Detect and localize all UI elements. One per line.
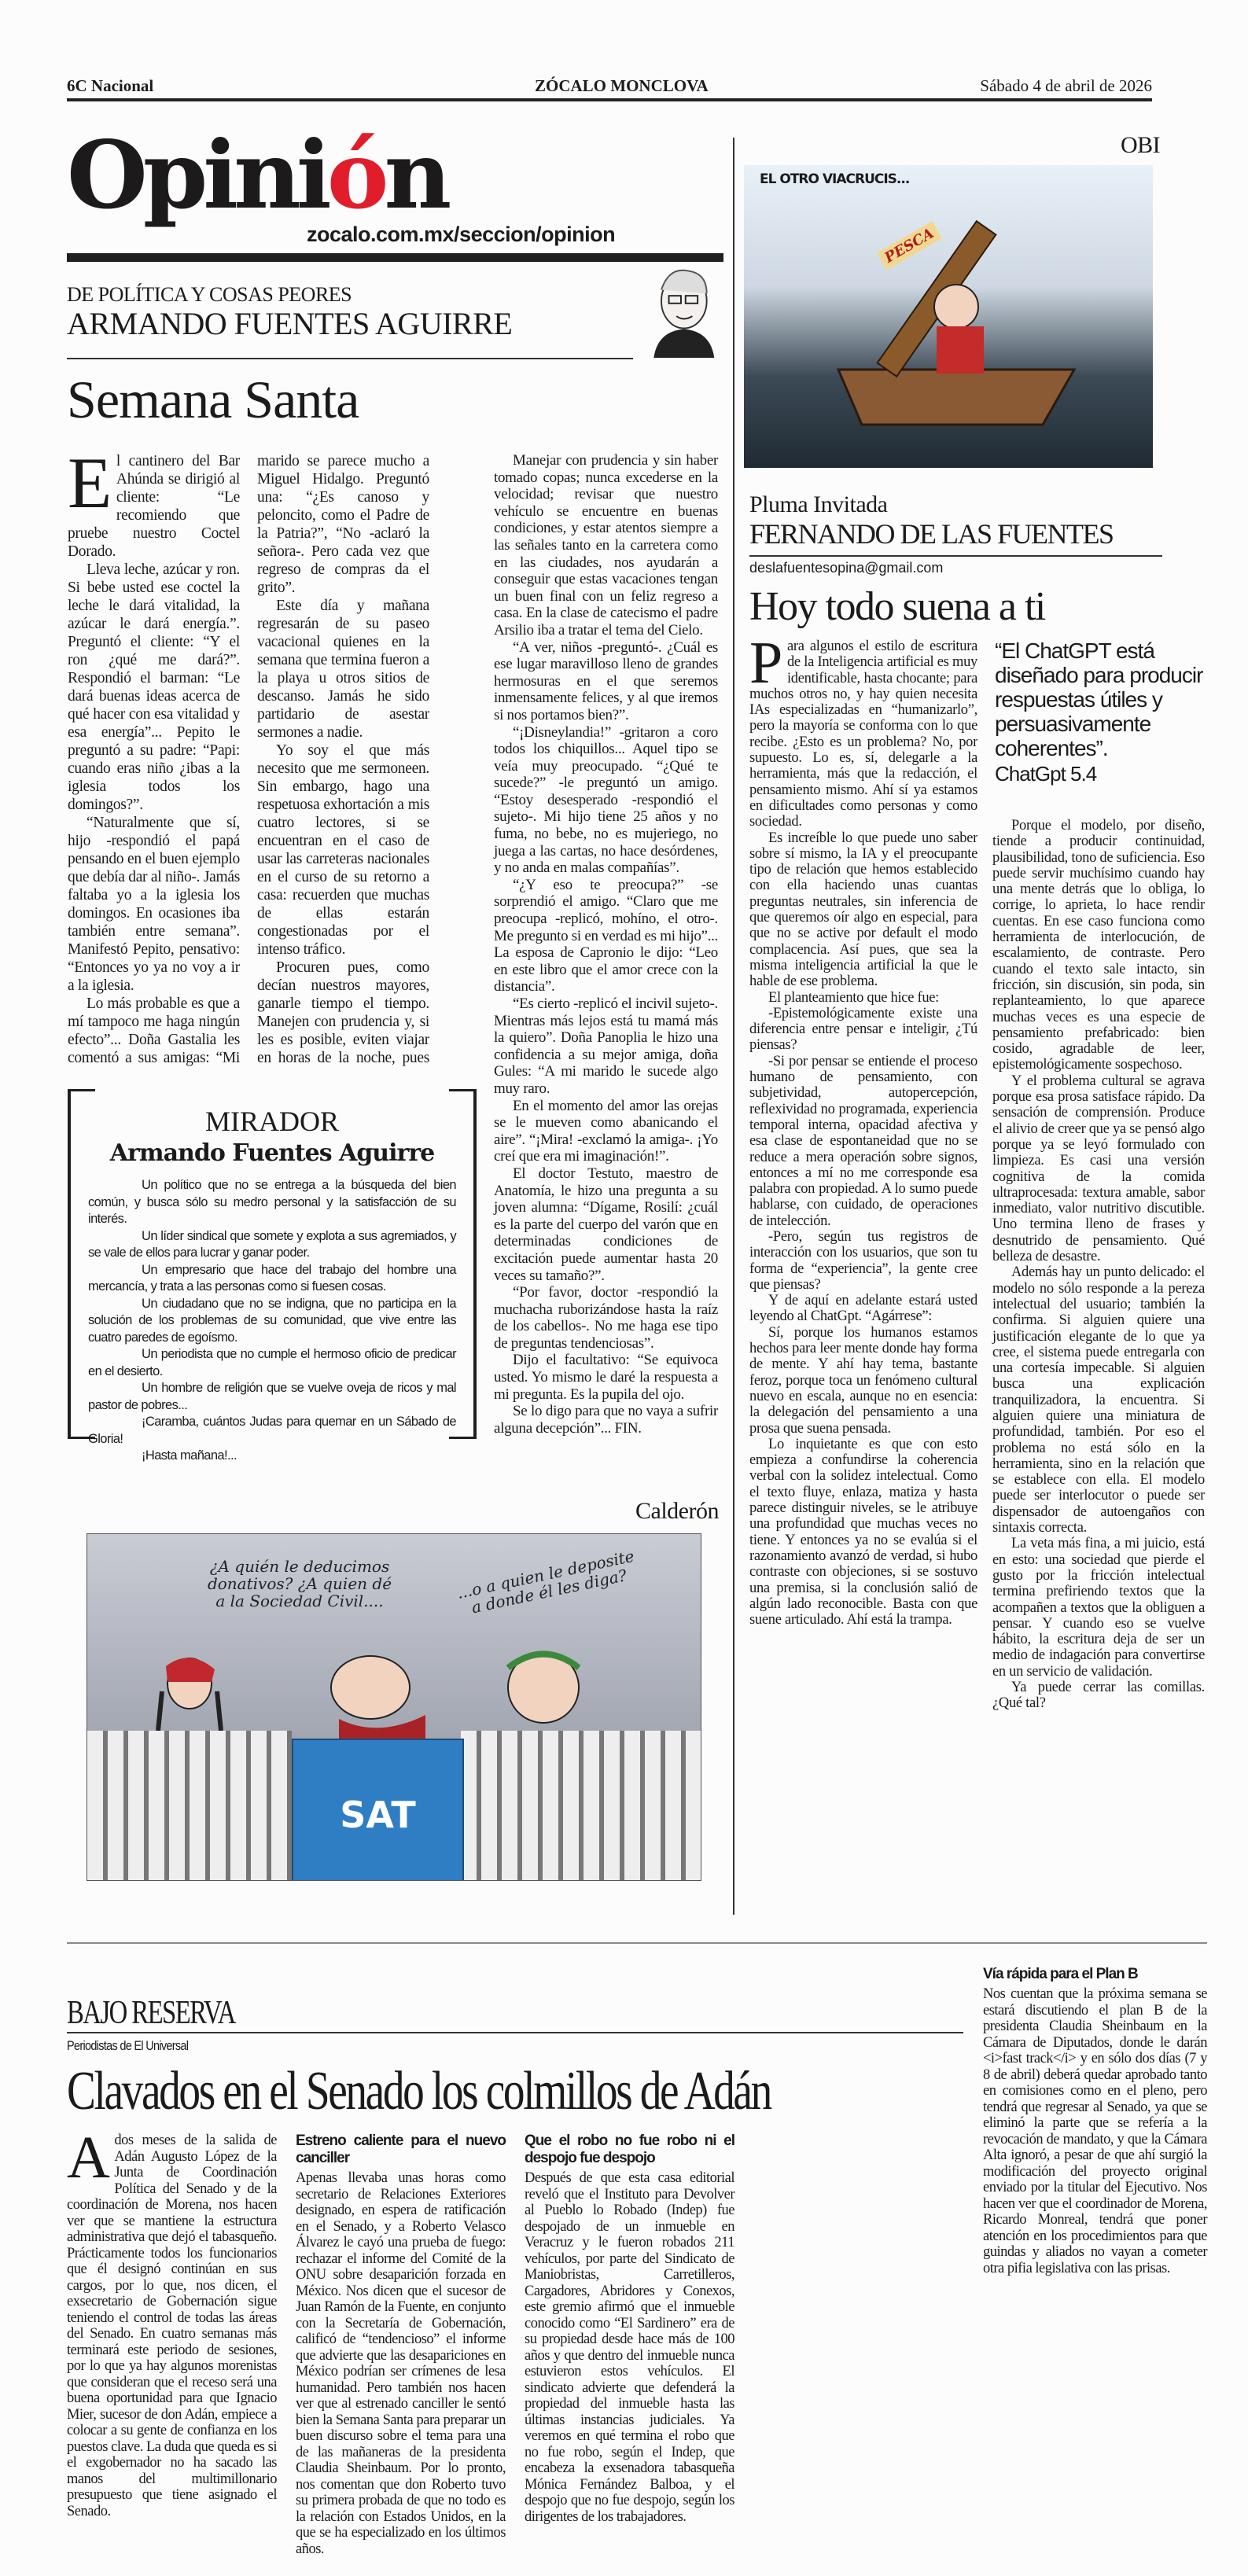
boat-cross-illustration xyxy=(744,197,1153,468)
cartoonist-credit: Calderón xyxy=(635,1498,719,1524)
balustrade-right xyxy=(461,1731,701,1880)
cartoon-caption: EL OTRO VIACRUCIS... xyxy=(760,171,910,187)
cartoonist-credit-obi: OBI xyxy=(1121,132,1161,158)
speech-bubble-right: ...o a quien le deposite a donde él les diga? xyxy=(455,1546,636,1617)
dropcap-2: P xyxy=(749,638,782,696)
column-kicker: DE POLÍTICA Y COSAS PEORES xyxy=(67,283,352,306)
pull-quote-source: ChatGpt 5.4 xyxy=(995,762,1097,786)
column-title: Semana Santa xyxy=(67,370,359,429)
portrait-illustration xyxy=(641,259,720,358)
newspaper-name: ZÓCALO MONCLOVA xyxy=(535,76,709,95)
opinion-logo xyxy=(67,120,616,246)
logo-word-end: n xyxy=(384,120,447,230)
item-heading: Que el robo no fue robo ni el despojo fue despojo xyxy=(525,2133,734,2166)
pull-quote: “El ChatGPT está diseñado para producir respuestas útiles y persuasivamente coherentes”. ChatGpt 5.4 xyxy=(995,638,1207,786)
figure-soldier-icon xyxy=(307,1652,449,1739)
section-label: 6C Nacional xyxy=(67,76,154,95)
sat-banner xyxy=(292,1739,464,1881)
page-header xyxy=(67,75,1152,101)
author-portrait xyxy=(641,259,720,358)
column-author: ARMANDO FUENTES AGUIRRE xyxy=(67,306,513,341)
column2-text-b: Porque el modelo, por diseño, tiende a producir continuidad, plausibilidad, tono de suficiencia. Eso puede servir muchísimo cuando hay una mente detrás que lo obliga, lo corrige, lo aprieta, lo hace rendir cuentas. En ese caso funciona como herramienta de interlocución, de escalamiento, de contraste. Pero cuando el texto sale intacto, sin fricción, sin discusión, sin poda, sin replanteamiento, lo que aparece muchas veces es una especie de pensamiento prefabricado: bien cosido, agradable de leer, epistemológicamente sospechoso. Y el problema cultural se agrava porque esa prosa satisface rápido. Da sensación de comprensión. Produce el alivio de creer que ya se pensó algo porque ya se leyó formulado con limpieza. Es casi una versión cognitiva de la comida ultraprocesada: textura amable, sabor inmediato, valor nutritivo discutible. Uno termina lleno de frases y desnutrido de pensamiento. Qué belleza de desastre. Además hay un punto delicado: el modelo no sólo responde a la pereza intelectual del usuario; también la confirma. Si alguien quiere una justificación elegante de lo que ya cree, el sistema puede entregarla con una cortesía impecable. Si alguien busca una explicación tranquilizadora, la encuentra. Si alguien quiere una miniatura de profundidad, también. Por eso el problema no está sólo en la herramienta, sino en la relación que se establece con ella. El modelo puede ser interlocutor o puede ser dispensador de autoengaños con sintaxis correcta. La veta más fina, a mi juicio, está en esto: una sociedad que pierde el gusto por la fricción intelectual termina prefiriendo textos que la acompañen a textos que la obliguen a pensar. Y cuando eso se vuelve hábito, la escritura deja de ser un medio de indagación para convertirse en un servicio de validación. Ya puede cerrar las comillas. ¿Qué tal? xyxy=(992,818,1205,1712)
author-email[interactable]: deslafuentesopina@gmail.com xyxy=(749,560,944,576)
column1-text-c: Manejar con prudencia y sin haber tomado copas; nunca excederse en la velocidad; revisar que nuestro vehículo se encuentre en buenas condiciones, y estar atentos siempre a las señales tanto en la carretera como en las ciudades, nos ayudarán a conseguir que estas vacaciones tengan un buen final con un feliz regreso a casa. En la clase de catecismo el padre Arsilio iba a tratar el tema del Cielo. “A ver, niños -preguntó-. ¿Cuál es ese lugar maravilloso lleno de grandes hermosuras en el que seremos inmensamente felices, y al que iremos si nos portamos bien?”. “¡Disneylandia!” -gritaron a coro todos los chiquillos... Aquel tipo se veía muy preocupado. “¿Qué te sucede?” -le preguntó un amigo. “Estoy desesperado -respondió el sujeto-. Mi hijo tiene 25 años y no fuma, no bebe, no es mujeriego, no juega a las cartas, no hace desórdenes, y no anda en malas compañías”. “¿Y eso te preocupa?” -se sorprendió el amigo. “Claro que me preocupa -replicó, mohíno, el otro-. Me pregunto si en verdad es mi hijo”... La esposa de Capronio le dijo: “Leo en este libro que el amor crece con la distancia”. “Es cierto -replicó el incivil sujeto-. Mientras más lejos está tu mamá más la quiero”. Doña Panoplia le hizo una confidencia a su mejor amiga, doña Gules: “A mi marido le sucede algo muy raro. En el momento del amor las orejas se le mueven como abanicando el aire”. “¡Mira! -exclamó la amiga-. ¡Yo creí que era mi imaginación!”. El doctor Testuto, maestro de Anatomía, le hizo una pregunta a su joven alumna: “Dígame, Rosilí: ¿cuál es la parte del cuerpo del varón que en determinadas condiciones de excitación puede aumentar hasta 20 veces su tamaño?”. “Por favor, doctor -respondió la muchacha ruborizándose hasta la raíz de los cabellos-. No me haga ese tipo de preguntas tendenciosas”. Dijo el facultativo: “Se equivoca usted. Yo mismo le daré la respuesta a mi pregunta. Es la pupila del ojo. Se lo digo para que no vaya a sufrir alguna decepción”... FIN. xyxy=(494,452,718,1437)
mirador-author: Armando Fuentes Aguirre xyxy=(109,1139,435,1167)
bajo-reserva-title: Clavados en el Senado los colmillos de Adán xyxy=(67,2061,771,2122)
column2-text-a: Para algunos el estilo de escritura de la Inteligencia artificial es muy identificable, hasta chocante; para muchos otros no, y hay quien necesita IAs especializadas en “humanizarlo”, pero la mayoría se conforma con lo que recibe. ¿Esto es un problema? No, por supuesto. Lo es, sí, delegarle a la herramienta, más que la redacción, el pensamiento mismo. Ahí sí ya estamos en dificultades como personas y como sociedad. Es increíble lo que puede uno saber sobre sí mismo, la IA y el preocupante tipo de relación que hemos establecido con ella haciendo unas cuantas preguntas neutrales, sin inferencia de que queremos oír algo en especial, para que no se active por default el modo complacencia. Así pues, que sea la misma inteligencia artificial la que le hable de ese problema. El planteamiento que hice fue: -Epistemológicamente existe una diferencia entre pensar e inteligir, ¿Tú piensas? -Si por pensar se entiende el proceso humano de pensamiento, con subjetividad, autopercepción, reflexividad no programada, experiencia temporal interna, opacidad afectiva y esa clase de espontaneidad que no se reduce a mera operación sobre signos, entonces a mí no me corresponde esa palabra con propiedad. A lo sumo puede hablarse, con cuidado, de operaciones de intelección. -Pero, según tus registros de interacción con los usuarios, que son tu forma de “experiencia”, la gente cree que piensas? Y de aquí en adelante estará usted leyendo al ChatGpt. “Agárrese”: Sí, porque los humanos estamos hechos para leer mente donde hay forma de mente. Y ahí hay tema, bastante feroz, porque toca un fenómeno cultural nuevo en escala, aunque no en esencia: la delegación del pensamiento a una prosa que suena pensada. Lo inquietante es que con esto empieza a confundirse la coherencia verbal con la solidez intelectual. Como el texto fluye, enlaza, matiza y hasta parece distinguir niveles, se le atribuye una profundidad que muchas veces no tiene. Y entonces ya no se evalúa si el razonamiento avanzó de verdad, si hubo contraste con objeciones, si se sostuvo una premisa, si la conclusión salió de algún lado reconocible. Basta con que suene articulado. Ahí está la trampa. xyxy=(749,638,977,1628)
bajo-reserva-right: Vía rápida para el Plan B Nos cuentan que la próxima semana se estará discutiendo el plan B de la presidenta Claudia Sheinbaum en la Cámara de Diputados, donde le darán <i>fast track</i> y en sólo dos días (7 y 8 de abril) deberá quedar aprobado tanto en comisiones como en el pleno, pero tendrá que regresar al Senado, ya que se eliminó la parte que se refería a la revocación de mandato, y que la Cámara Alta ignoró, a pesar de que ahí surgió la modificación del proyecto original enviado por la titular del Ejecutivo. Nos hacen ver que el coordinador de Morena, Ricardo Monreal, tendrá que poner atención en los procedimientos para que guindas y aliados no vayan a cometer otra pifia legislativa con las prisas. xyxy=(983,1966,1207,2276)
dropcap: E xyxy=(68,452,112,523)
bajo-reserva-body: A dos meses de la salida de Adán Augusto López de la Junta de Coordinación Política del Senado y de la coordinación de Morena, nos hacen ver que se mantiene la estructura administrativa que dejó el tabasqueño. Prácticamente todos los funcionarios que él designó continúan en sus cargos, por lo que, nos dicen, el exsecretario de Gobernación sigue teniendo el control de todas las áreas del Senado. En cuatro semanas más terminará este periodo de sesiones, por lo que ya hay algunos morenistas que consideran que el receso será una buena oportunidad para que Ignacio Mier, sucesor de don Adán, empiece a colocar a su gente de confianza en los puestos clave. La duda que queda es si el exgobernador no ha sacado las manos del multimillonario presupuesto que tiene asignado el Senado. Estreno caliente para el nuevo canciller Apenas llevaba unas horas como secretario de Relaciones Exteriores designado, en espera de ratificación en el Senado, y a Roberto Velasco Álvarez le cayó una prueba de fuego: rechazar el informe del Comité de la ONU sobre desaparición forzada en México. Nos dicen que el sucesor de Juan Ramón de la Fuente, en conjunto con la Secretaría de Gobernación, calificó de “tendencioso” el informe que advierte que las desapariciones en México podrían ser crímenes de lesa humanidad. Pero también nos hacen ver que al estrenado canciller le sentó bien la Semana Santa para preparar un buen discurso sobre el tema para una de las mañaneras de la presidenta Claudia Sheinbaum. Por lo pronto, nos comentan que don Roberto tuvo su primera probada de que no todo es la relación con Estados Unidos, en la que se ha especializado en los últimos años. Que el robo no fue robo ni el despojo fue despojo Después de que esta casa editorial reveló que el Instituto para Devolver al Pueblo lo Robado (Indep) fue despojado de un inmueble en Veracruz y le fueron robados 211 vehículos, por parte del Sindicato de Maniobristas, Carretilleros, Cargadores, Abridores y Conexos, este gremio afirmó que el inmueble conocido como “El Sardinero” era de su propiedad desde hace más de 100 años y que dentro del inmueble nunca estuvieron estos vehículos. El sindicato advierte que defenderá la propiedad del inmueble hasta las últimas instancias judiciales. Ya veremos en qué termina el robo que no fue robo, según el Indep, que encabeza la exsenadora tabasqueña Mónica Fernández Balboa, y el despojo que no fue despojo, según los dirigentes de los trabajadores. xyxy=(67,2133,734,2557)
logo-accent: ó xyxy=(326,120,385,230)
figure-emperor-icon xyxy=(480,1644,606,1735)
item-heading: Vía rápida para el Plan B xyxy=(983,1966,1138,1982)
issue-date: Sábado 4 de abril de 2026 xyxy=(980,76,1152,95)
mirador-title: MIRADOR xyxy=(204,1106,339,1137)
column-divider xyxy=(733,138,734,1915)
bajo-reserva-rule xyxy=(67,2032,963,2033)
masthead-divider xyxy=(67,253,723,262)
bajo-reserva-byline: Periodistas de El Universal xyxy=(67,2038,189,2053)
sat-label: SAT xyxy=(340,1794,416,1836)
section-divider xyxy=(67,1942,1207,1944)
bajo-reserva-section: BAJO RESERVA xyxy=(67,1995,235,2031)
dropcap-3: A xyxy=(67,2133,110,2191)
balustrade-left xyxy=(87,1731,292,1880)
editorial-cartoon-sat xyxy=(87,1533,701,1881)
speech-bubble-left: ¿A quién le deducimos donativos? ¿A quien dé a la Sociedad Civil.... xyxy=(207,1557,392,1610)
column2-kicker: Pluma Invitada xyxy=(749,491,888,517)
editorial-cartoon-viacrucis xyxy=(744,165,1153,468)
mirador-box xyxy=(68,1089,477,1463)
logo-word-start: Opini xyxy=(67,120,327,230)
item-heading: Estreno caliente para el nuevo canciller xyxy=(296,2133,506,2166)
column2-author: FERNANDO DE LAS FUENTES xyxy=(749,518,1114,550)
figure-woman-icon xyxy=(142,1652,237,1731)
byline-rule-2 xyxy=(749,555,1162,557)
mirador-text: Un político que no se entrega a la búsqueda del bien común, y busca sólo su medro personal y la satisfacción de su interés. Un líder sindical que somete y explota a sus agremiados, y se vale de ellos para lucrar y ganar poder. Un empresario que hace del trabajo del hombre una mercancía, y trata a las personas como si fuesen cosas. Un ciudadano que no se indigna, que no participa en la solución de los problemas de su comunidad, que vive entre las cuatro paredes de egoísmo. Un periodista que no cumple el hermoso oficio de predicar en el desierto. Un hombre de religión que se vuelve oveja de ricos y mal pastor de pobres... ¡Caramba, cuántos Judas para quemar en un Sábado de Gloria! ¡Hasta mañana!... xyxy=(88,1178,456,1463)
column2-title: Hoy todo suena a ti xyxy=(749,584,1045,629)
byline-rule xyxy=(67,358,633,359)
column1-text-ab: El cantinero del Bar Ahúnda se dirigió al cliente: “Le recomiendo que pruebe nuestro Coctel Dorado. Lleva leche, azúcar y ron. Si bebe usted ese coctel la leche le dará vitalidad, la azúcar le dará energía.”. Preguntó el cliente: “Y el ron ¿qué me dará?”. Respondió el barman: “Le dará buenas ideas acerca de qué hacer con esa vitalidad y esa energía”... Pepito le preguntó a su padre: “Papi: cuando eras niño ¿ibas a la iglesia todos los domingos?”. “Naturalmente que sí, hijo -respondió el papá pensando en el buen ejemplo que debía dar al niño-. Jamás faltaba yo a la iglesia los domingos. En ocasiones iba también entre semana”. Manifestó Pepito, pensativo: “Entonces yo ya no voy a ir a la iglesia. Lo más probable es que a mí tampoco me haga ningún efecto”... Doña Gastalia les comentó a sus amigas: “Mi marido se parece mucho a Miguel Hidalgo. Preguntó una: “¿Es canoso y peloncito, como el Padre de la Patria?”, “No -aclaró la señora-. Pero cada vez que regreso de compras da el grito”. Este día y mañana regresarán de su paseo vacacional quienes en la semana que termina fueron a la playa u otros sitios de descanso. Jamás he sido partidario de asestar sermones a nadie. Yo soy el que más necesito que me sermoneen. Sin embargo, hago una respetuosa exhortación a mis cuatro lectores, si se encuentran en el caso de usar las carreteras nacionales en el curso de su retorno a casa: recuerden que muchas de ellas estarán congestionadas por el intenso tráfico. Procuren pues, como decían nuestros mayores, ganarle tiempo el tiempo. Manejen con prudencia y, si les es posible, eviten viajar en horas de la noche, pues xyxy=(68,452,429,1066)
pesca-sign: PESCA xyxy=(877,222,941,270)
section-url[interactable]: zocalo.com.mx/seccion/opinion xyxy=(307,223,616,246)
